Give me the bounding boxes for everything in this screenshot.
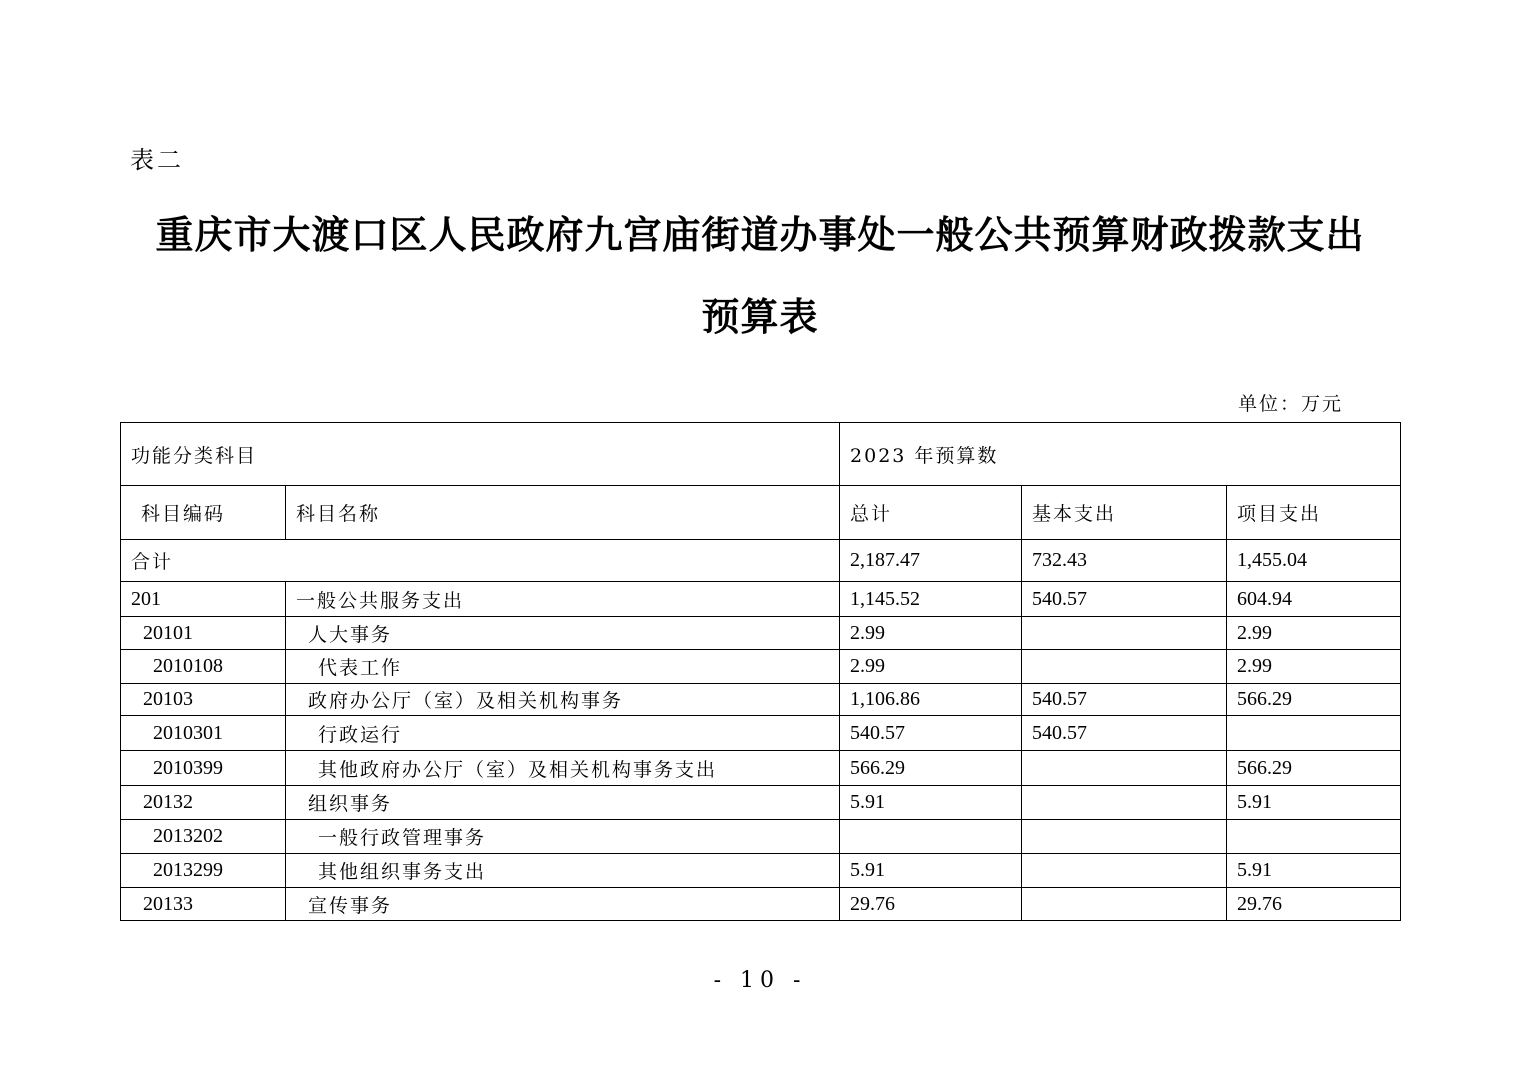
row-total: 5.91 (840, 854, 1022, 888)
group-header-row (121, 423, 1401, 486)
row-basic (1022, 854, 1227, 888)
table-row (121, 786, 1401, 820)
row-project (1227, 716, 1401, 751)
row-project: 2.99 (1227, 650, 1401, 684)
header-project: 项目支出 (1227, 486, 1401, 540)
header-total: 总计 (840, 486, 1022, 540)
row-basic: 540.57 (1022, 716, 1227, 751)
row-project: 5.91 (1227, 786, 1401, 820)
summary-project: 1,455.04 (1227, 540, 1401, 582)
row-basic (1022, 786, 1227, 820)
table-row (121, 617, 1401, 650)
row-basic (1022, 888, 1227, 921)
row-basic (1022, 617, 1227, 650)
document-title-line-1: 重庆市大渡口区人民政府九宫庙街道办事处一般公共预算财政拨款支出 (155, 212, 1365, 257)
budget-table (120, 422, 1401, 921)
row-project: 2.99 (1227, 617, 1401, 650)
row-total: 540.57 (840, 716, 1022, 751)
row-project: 29.76 (1227, 888, 1401, 921)
row-code: 20132 (121, 786, 286, 820)
row-name: 代表工作 (286, 650, 840, 684)
row-code: 2013299 (121, 854, 286, 888)
table-row (121, 854, 1401, 888)
row-name: 人大事务 (286, 617, 840, 650)
row-code: 20101 (121, 617, 286, 650)
row-name: 行政运行 (286, 716, 840, 751)
row-total: 2.99 (840, 617, 1022, 650)
row-basic (1022, 650, 1227, 684)
row-name: 政府办公厅（室）及相关机构事务 (286, 684, 840, 716)
table-row (121, 684, 1401, 716)
row-code: 201 (121, 582, 286, 617)
row-name: 宣传事务 (286, 888, 840, 921)
row-project (1227, 820, 1401, 854)
header-code: 科目编码 (121, 486, 286, 540)
header-function-classification: 功能分类科目 (121, 423, 840, 486)
row-project: 566.29 (1227, 684, 1401, 716)
row-total: 29.76 (840, 888, 1022, 921)
row-basic: 540.57 (1022, 582, 1227, 617)
table-row (121, 582, 1401, 617)
table-row (121, 888, 1401, 921)
table-row (121, 751, 1401, 786)
row-code: 20133 (121, 888, 286, 921)
column-header-row (121, 486, 1401, 540)
summary-total: 2,187.47 (840, 540, 1022, 582)
page-number: - 10 - (713, 968, 807, 993)
row-total (840, 820, 1022, 854)
row-code: 20103 (121, 684, 286, 716)
summary-label: 合计 (121, 540, 840, 582)
unit-label: 单位：万元 (1238, 393, 1344, 415)
row-total: 1,106.86 (840, 684, 1022, 716)
row-basic (1022, 820, 1227, 854)
table-row (121, 716, 1401, 751)
row-project: 5.91 (1227, 854, 1401, 888)
row-name: 组织事务 (286, 786, 840, 820)
header-budget-2023: 2023 年预算数 (840, 423, 1401, 486)
summary-basic: 732.43 (1022, 540, 1227, 582)
row-name: 其他组织事务支出 (286, 854, 840, 888)
row-name: 一般行政管理事务 (286, 820, 840, 854)
table-label: 表二 (130, 146, 184, 174)
table-row (121, 820, 1401, 854)
row-total: 566.29 (840, 751, 1022, 786)
header-basic: 基本支出 (1022, 486, 1227, 540)
row-code: 2010301 (121, 716, 286, 751)
row-name: 一般公共服务支出 (286, 582, 840, 617)
row-name: 其他政府办公厅（室）及相关机构事务支出 (286, 751, 840, 786)
row-total: 2.99 (840, 650, 1022, 684)
row-basic: 540.57 (1022, 684, 1227, 716)
header-name: 科目名称 (286, 486, 840, 540)
row-total: 1,145.52 (840, 582, 1022, 617)
row-total: 5.91 (840, 786, 1022, 820)
document-title-line-2: 预算表 (701, 294, 819, 339)
row-project: 566.29 (1227, 751, 1401, 786)
row-basic (1022, 751, 1227, 786)
row-project: 604.94 (1227, 582, 1401, 617)
row-code: 2010399 (121, 751, 286, 786)
row-code: 2013202 (121, 820, 286, 854)
row-code: 2010108 (121, 650, 286, 684)
table-row (121, 650, 1401, 684)
summary-row (121, 540, 1401, 582)
